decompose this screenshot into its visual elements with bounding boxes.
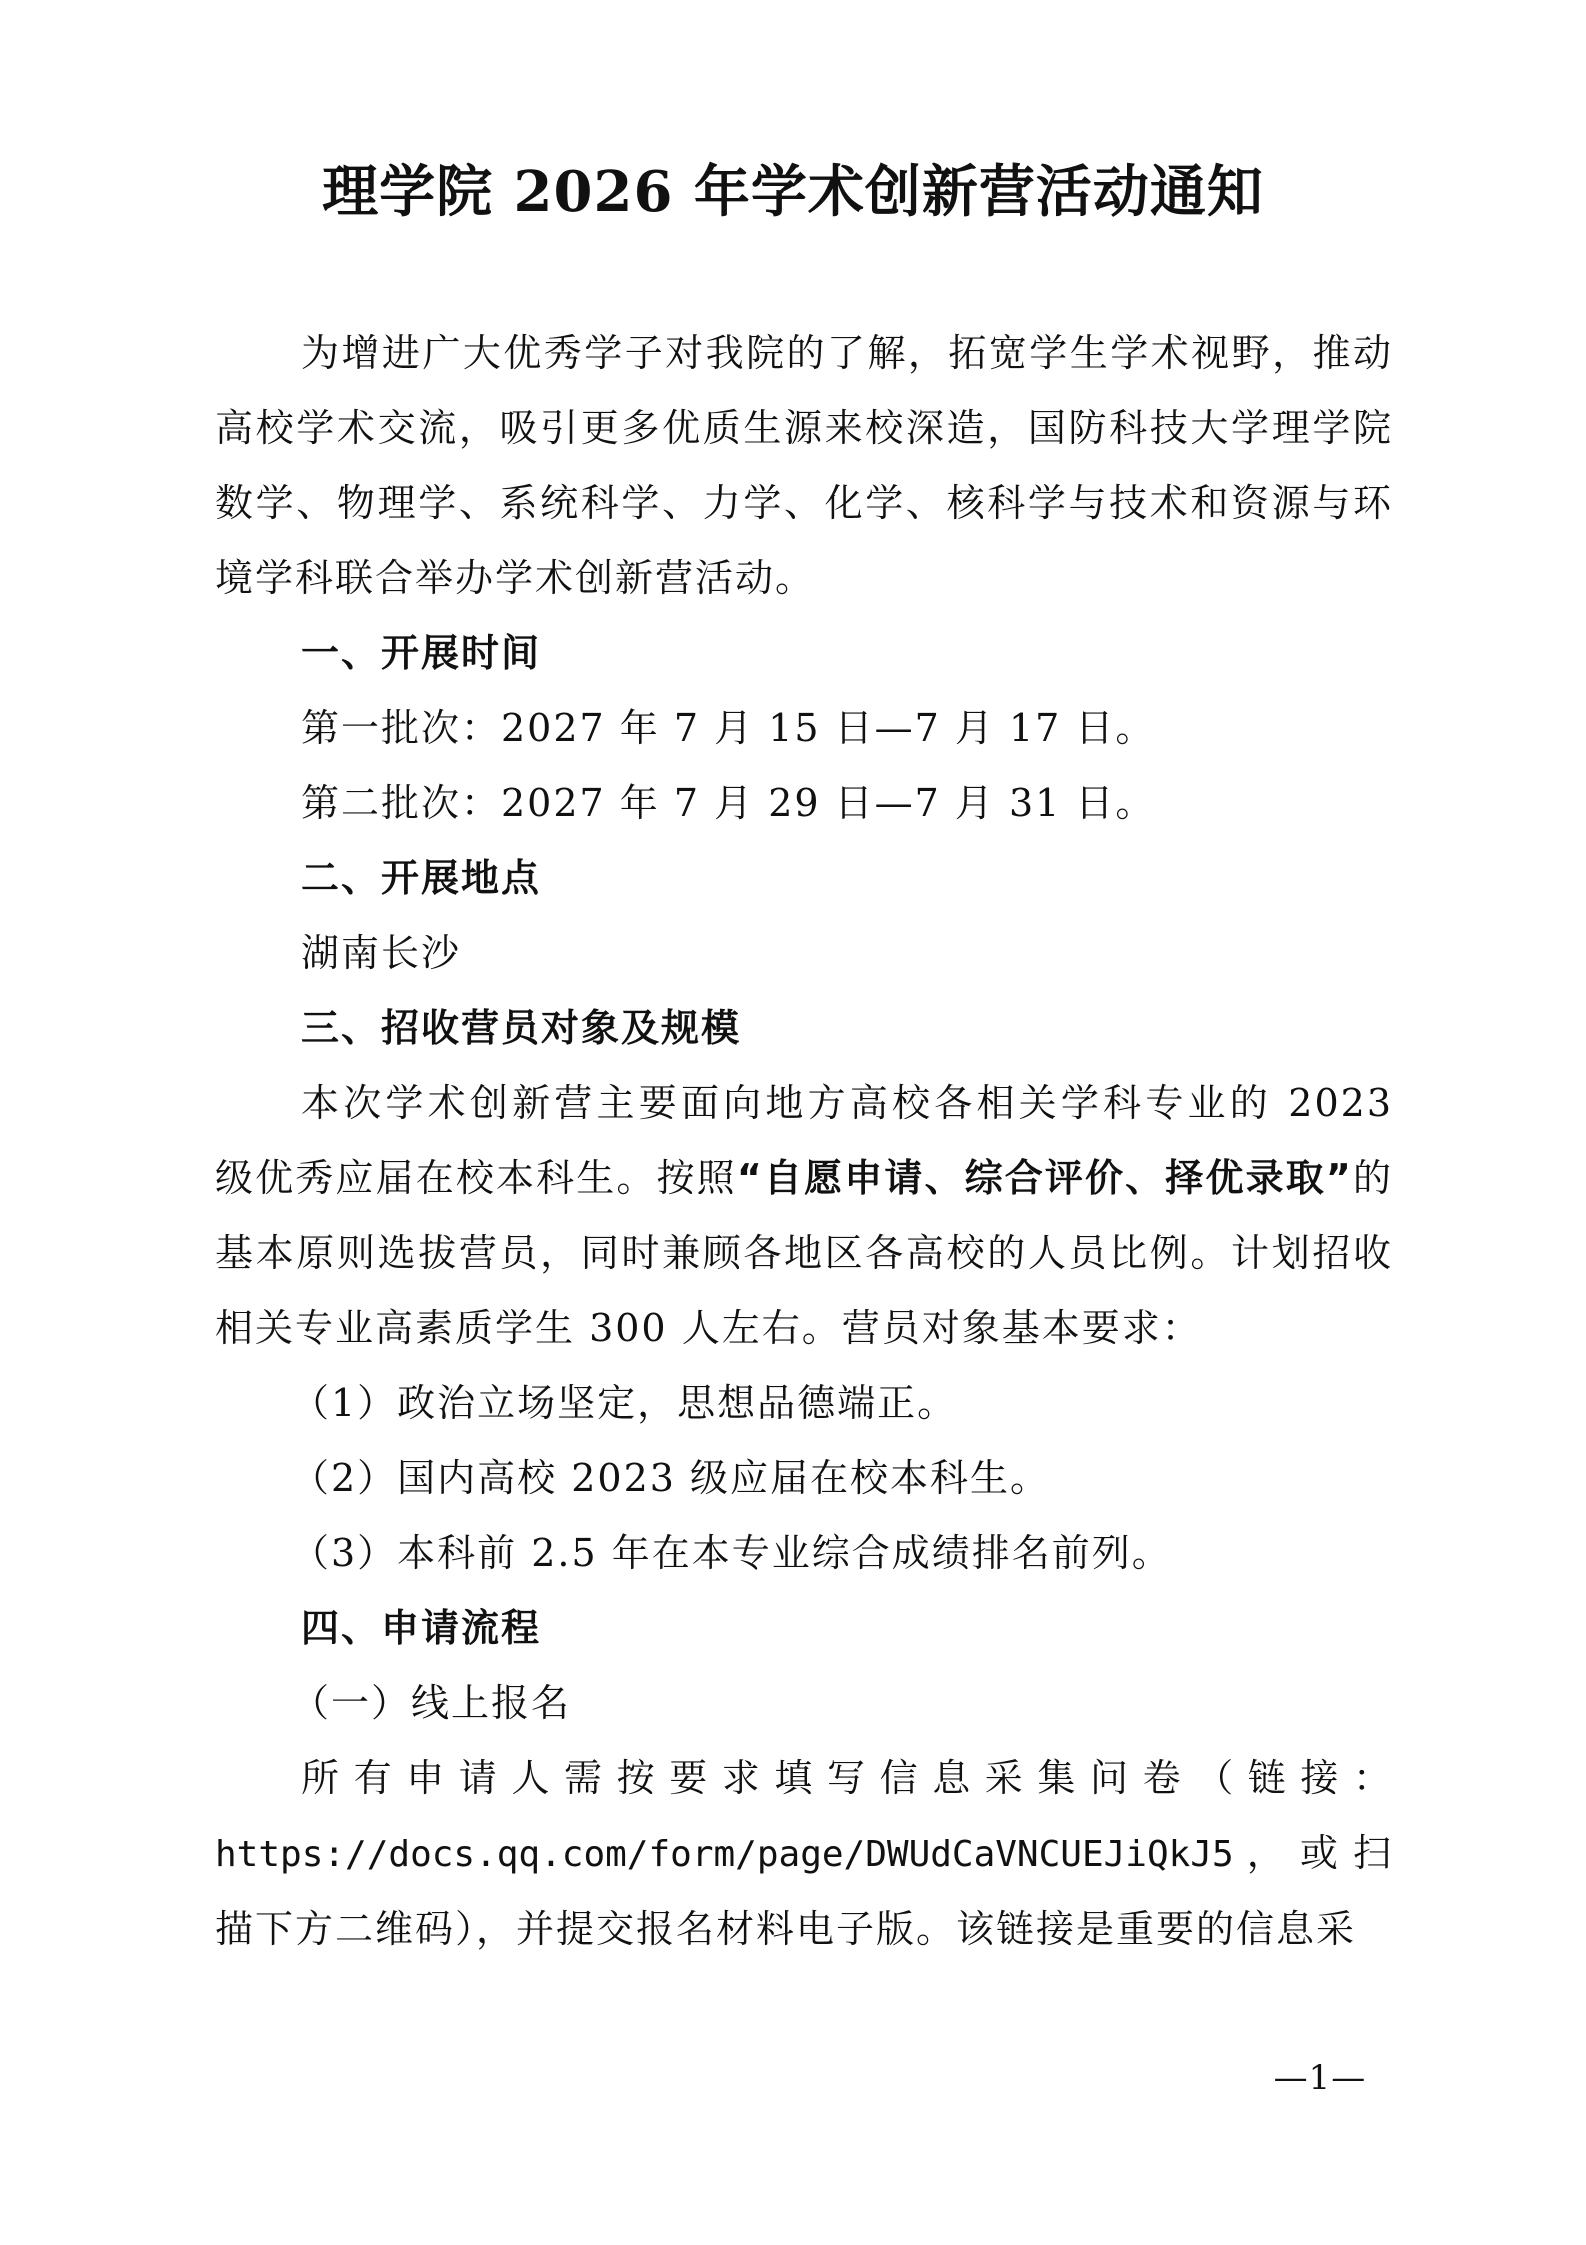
- section-heading-participants: 三、招收营员对象及规模: [301, 1006, 742, 1050]
- participants-text-b: 的基本原则选拔营员，同时兼顾各地区各高校的人员比例。计划招收相关专业高素质学生 300 人左右。营员对象基本要求：: [215, 1156, 1393, 1350]
- selection-principle: “自愿申请、综合评价、择优录取”: [736, 1156, 1353, 1200]
- batch-2-dates: 第二批次：2027 年 7 月 29 日—7 月 31 日。: [301, 781, 1156, 825]
- section-heading-location: 二、开展地点: [301, 856, 542, 900]
- requirement-2: （2）国内高校 2023 级应届在校本科生。: [291, 1456, 1051, 1500]
- participants-paragraph: [215, 1066, 1393, 1366]
- requirement-3: （3）本科前 2.5 年在本专业综合成绩排名前列。: [291, 1531, 1172, 1575]
- location-text: 湖南长沙: [301, 931, 462, 975]
- page-number: —1—: [1273, 2058, 1367, 2098]
- registration-text-a: 所有申请人需按要求填写信息采集问卷（链接：: [301, 1756, 1393, 1800]
- subsection-online-registration: （一）线上报名: [291, 1681, 572, 1725]
- document-body: [215, 316, 1393, 1967]
- intro-paragraph: 为增进广大优秀学子对我院的了解，拓宽学生学术视野，推动高校学术交流，吸引更多优质生源来校深造，国防科技大学理学院数学、物理学、系统科学、力学、化学、核科学与技术和资源与环境学科联合举办学术创新营活动。: [215, 331, 1393, 600]
- registration-text-b: ，或扫描下方二维码），并提交报名材料电子版。该链接是重要的信息采: [215, 1831, 1393, 1951]
- registration-paragraph: [215, 1741, 1393, 1967]
- batch-1-dates: 第一批次：2027 年 7 月 15 日—7 月 17 日。: [301, 706, 1156, 750]
- participants-text-a: 本次学术创新营主要面向地方高校各相关学科专业的 2023 级优秀应届在校本科生。按照: [215, 1081, 1393, 1200]
- section-heading-time: 一、开展时间: [301, 631, 542, 675]
- page-title: 理学院 2026 年学术创新营活动通知: [322, 159, 1264, 225]
- requirement-1: （1）政治立场坚定，思想品德端正。: [291, 1381, 958, 1425]
- form-link[interactable]: https://docs.qq.com/form/page/DWUdCaVNCUEJiQkJ5: [215, 1834, 1234, 1875]
- section-heading-process: 四、申请流程: [301, 1606, 542, 1650]
